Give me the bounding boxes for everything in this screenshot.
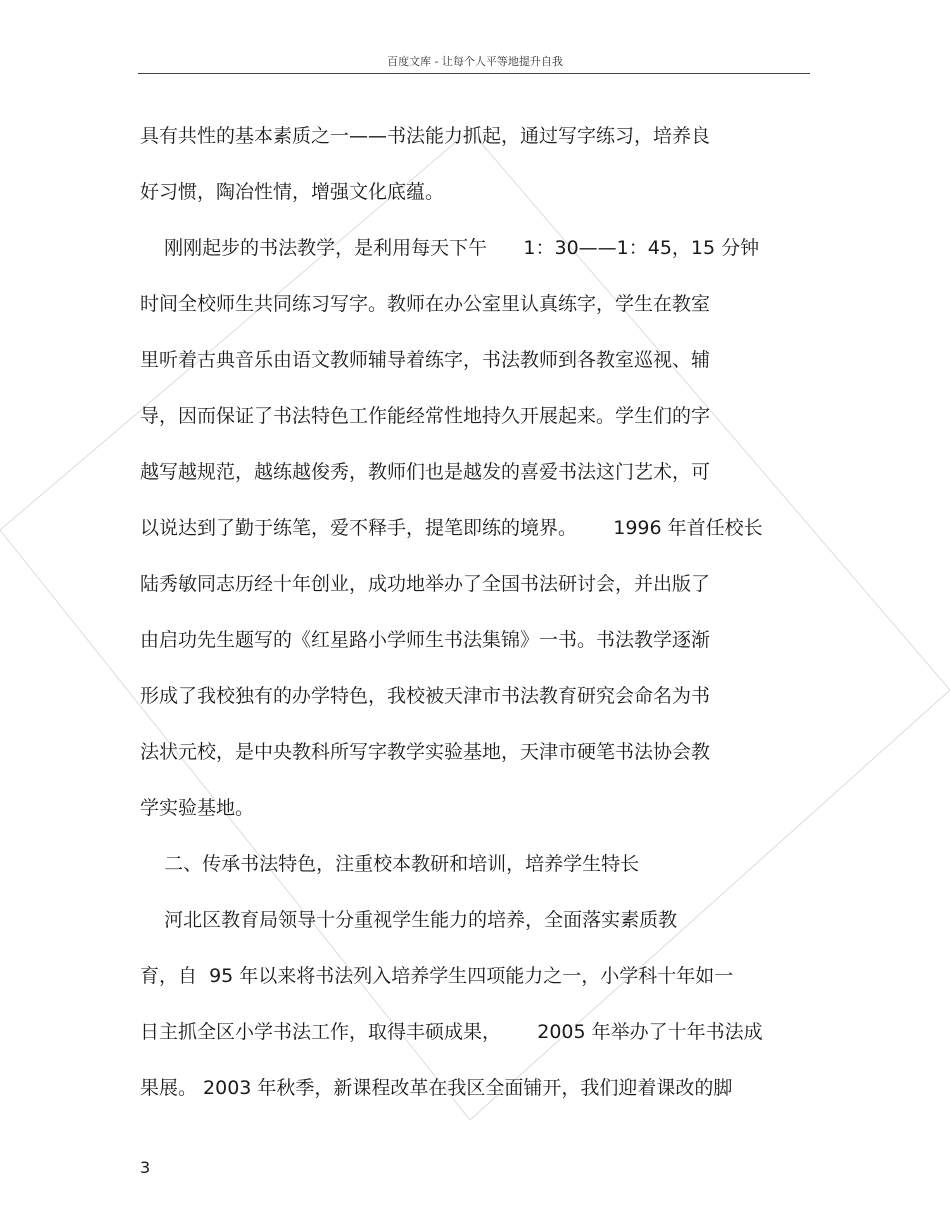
body-text-line: 时间全校师生共同练习写字。教师在办公室里认真练字，学生在教室 xyxy=(140,293,711,315)
document-header: 百度文库 - 让每个人平等地提升自我 xyxy=(387,55,563,68)
body-text-line: 法状元校，是中央教科所写字教学实验基地，天津市硬笔书法协会教 xyxy=(140,741,711,763)
body-text-line: 刚刚起步的书法教学，是利用每天下午 1：30——1：45，15 分钟 xyxy=(140,237,760,259)
body-text-line: 果展。 2003 年秋季，新课程改革在我区全面铺开，我们迎着课改的脚 xyxy=(140,1077,733,1099)
body-text-line: 以说达到了勤于练笔，爱不释手，提笔即练的境界。 1996 年首任校长 xyxy=(140,517,763,539)
page-number: 3 xyxy=(140,1158,151,1177)
body-text-line: 形成了我校独有的办学特色，我校被天津市书法教育研究会命名为书 xyxy=(140,685,711,707)
body-text-line: 导，因而保证了书法特色工作能经常性地持久开展起来。学生们的字 xyxy=(140,405,711,427)
header-divider xyxy=(138,73,810,74)
body-text-line: 育，自 95 年以来将书法列入培养学生四项能力之一，小学科十年如一 xyxy=(140,965,734,987)
body-text-line: 里听着古典音乐由语文教师辅导着练字，书法教师到各教室巡视、辅 xyxy=(140,349,711,371)
body-text-line: 具有共性的基本素质之一——书法能力抓起，通过写字练习，培养良 xyxy=(140,125,711,147)
body-text-line: 日主抓全区小学书法工作，取得丰硕成果， 2005 年举办了十年书法成 xyxy=(140,1021,763,1043)
body-text-line: 好习惯，陶冶性情，增强文化底蕴。 xyxy=(140,181,445,203)
body-text-line: 陆秀敏同志历经十年创业，成功地举办了全国书法研讨会，并出版了 xyxy=(140,573,711,595)
body-text-line: 越写越规范，越练越俊秀，教师们也是越发的喜爱书法这门艺术，可 xyxy=(140,461,711,483)
section-heading: 二、传承书法特色，注重校本教研和培训，培养学生特长 xyxy=(140,853,640,875)
body-text-line: 河北区教育局领导十分重视学生能力的培养，全面落实素质教 xyxy=(140,909,678,931)
body-text-line: 由启功先生题写的《红星路小学师生书法集锦》一书。书法教学逐渐 xyxy=(140,629,711,651)
body-text-line: 学实验基地。 xyxy=(140,797,255,819)
